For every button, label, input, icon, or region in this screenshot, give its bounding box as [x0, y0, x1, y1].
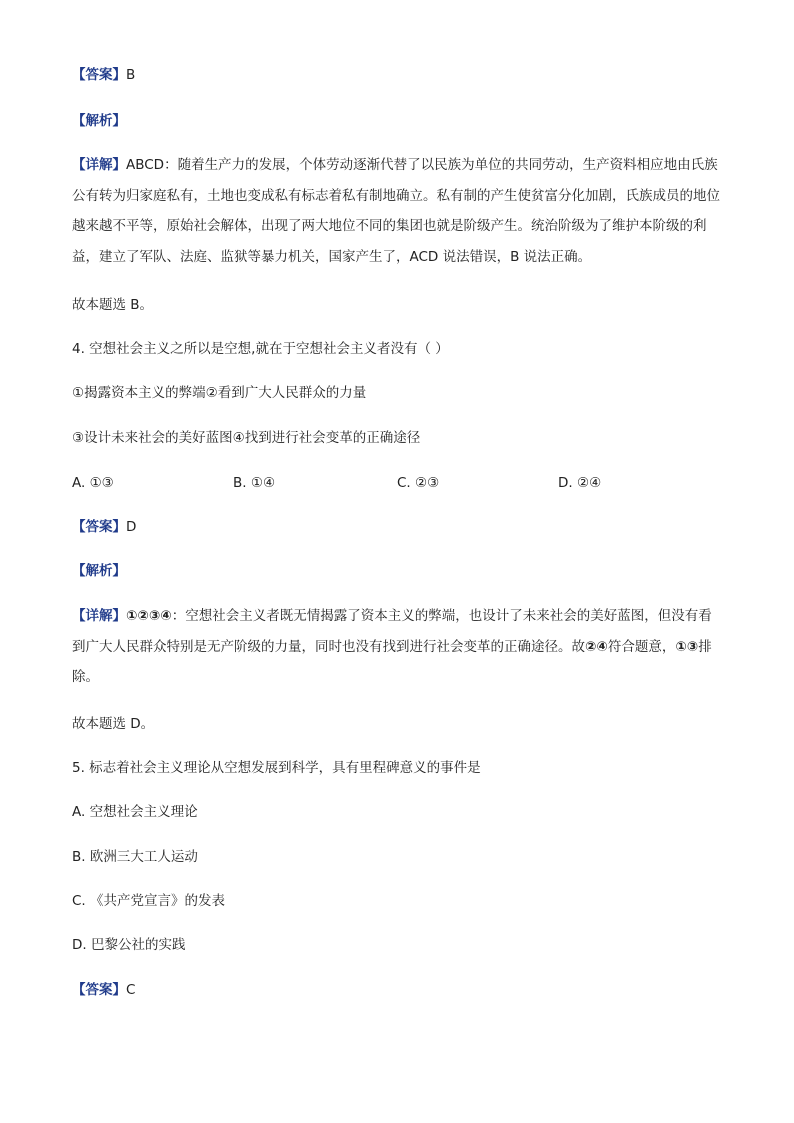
q5-option-c: C. 《共产党宣言》的发表 [72, 893, 226, 909]
answer-tag: 【答案】 [72, 519, 126, 535]
analysis-tag: 【解析】 [72, 563, 126, 579]
q4-statement-1: ①揭露资本主义的弊端②看到广大人民群众的力量 [72, 385, 367, 401]
q4-conclusion: 故本题选 D。 [72, 716, 155, 732]
q3-conclusion: 故本题选 B。 [72, 297, 154, 313]
q3-detail-paragraph [72, 150, 722, 272]
q5-option-a: A. 空想社会主义理论 [72, 804, 198, 820]
q4-option-a: A. ①③ [72, 475, 114, 491]
detail-tag: 【详解】 [72, 608, 126, 624]
q4-detail-paragraph [72, 601, 722, 693]
analysis-tag: 【解析】 [72, 113, 126, 129]
detail-tag: 【详解】 [72, 157, 126, 173]
answer-value: B [126, 67, 136, 83]
q4-option-b: B. ①④ [233, 475, 276, 491]
q4-analysis-line [72, 562, 126, 580]
answer-value: C [126, 982, 136, 998]
q4-option-d: D. ②④ [558, 475, 602, 491]
q5-stem: 5. 标志着社会主义理论从空想发展到科学，具有里程碑意义的事件是 [72, 760, 481, 776]
detail-bold-numbers-2: ②④ [585, 638, 608, 655]
answer-tag: 【答案】 [72, 67, 126, 83]
detail-bold-numbers-3: ①③ [675, 638, 699, 655]
q5-option-d: D. 巴黎公社的实践 [72, 937, 186, 953]
q4-answer-line [72, 518, 136, 536]
detail-bold-numbers: ①②③④ [126, 608, 172, 624]
detail-text: ABCD：随着生产力的发展，个体劳动逐渐代替了以民族为单位的共同劳动，生产资料相应地由氏族公有转为归家庭私有，土地也变成私有标志着私有制地确立。私有制的产生使贫富分化加剧，氏族成员的地位越来越不平等，原始社会解体，出现了两大地位不同的集团也就是阶级产生。统治阶级为了维护本阶级的利益，建立了军队、法庭、监狱等暴力机关，国家产生了，ACD 说法错误，B 说法正确。 [72, 157, 720, 265]
q5-option-b: B. 欧洲三大工人运动 [72, 849, 198, 865]
q4-statement-2: ③设计未来社会的美好蓝图④找到进行社会变革的正确途径 [72, 430, 421, 446]
answer-tag: 【答案】 [72, 982, 126, 998]
detail-text-2: 符合题意， [607, 638, 676, 655]
q4-option-c: C. ②③ [397, 475, 440, 491]
answer-value: D [126, 519, 137, 535]
q3-analysis-line [72, 112, 126, 130]
q3-answer-line [72, 66, 135, 84]
q4-stem: 4. 空想社会主义之所以是空想,就在于空想社会主义者没有（ ） [72, 341, 449, 357]
detail-text-3: 排除。 [72, 638, 712, 685]
q5-answer-line [72, 981, 135, 999]
detail-text-1: ：空想社会主义者既无情揭露了资本主义的弊端，也设计了未来社会的美好蓝图，但没有看到广大人民群众特别是无产阶级的力量，同时也没有找到进行社会变革的正确途径。故 [72, 608, 712, 655]
